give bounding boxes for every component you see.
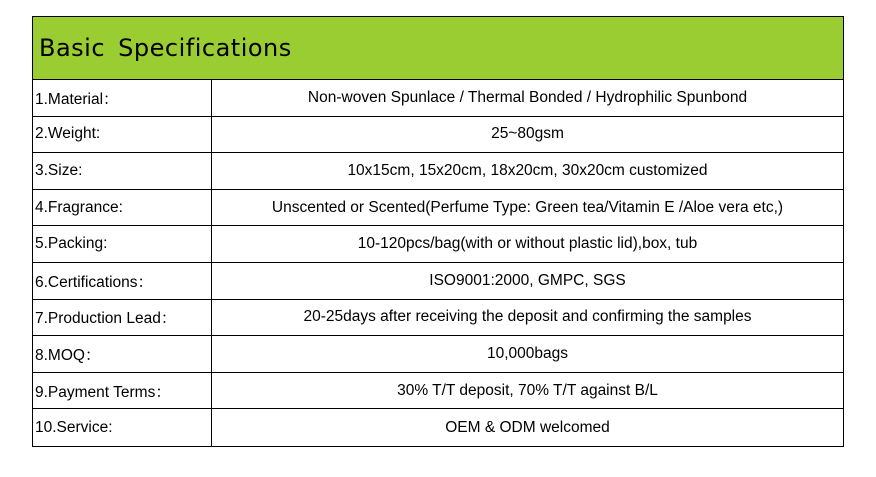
spec-row-size [33, 153, 843, 190]
spec-value: 10,000bags [486, 344, 569, 362]
spec-row-payment-terms [33, 373, 843, 410]
spec-header [33, 17, 843, 80]
spec-value: ISO9001:2000, GMPC, SGS [429, 271, 626, 289]
spec-row-moq [33, 336, 843, 373]
spec-value: 10-120pcs/bag(with or without plastic lid),box, tub [357, 235, 698, 253]
spec-row-certifications [33, 263, 843, 300]
spec-value: OEM & ODM welcomed [445, 418, 610, 436]
spec-label: 1.Material： [33, 80, 212, 116]
spec-label: 7.Production Lead： [33, 300, 212, 336]
spec-table [32, 16, 844, 447]
spec-row-production-lead [33, 300, 843, 337]
spec-label: 5.Packing: [33, 226, 212, 262]
spec-label: 4.Fragrance: [33, 190, 212, 226]
spec-row-fragrance [33, 190, 843, 227]
spec-title: Basic Specifications [39, 34, 292, 62]
spec-label: 9.Payment Terms： [33, 373, 212, 409]
spec-value: 10x15cm, 15x20cm, 18x20cm, 30x20cm customized [347, 161, 708, 179]
spec-row-weight [33, 117, 843, 154]
spec-value: 20-25days after receiving the deposit and confirming the samples [303, 308, 752, 326]
spec-value: 25~80gsm [491, 125, 564, 143]
spec-label: 2.Weight: [33, 117, 212, 153]
spec-label: 10.Service: [33, 409, 212, 446]
spec-value: 30% T/T deposit, 70% T/T against B/L [397, 381, 658, 399]
spec-value: Non-woven Spunlace / Thermal Bonded / Hydrophilic Spunbond [307, 88, 748, 106]
spec-value: Unscented or Scented(Perfume Type: Green tea/Vitamin E /Aloe vera etc,) [271, 198, 784, 216]
spec-label: 8.MOQ： [33, 336, 212, 372]
spec-row-material [33, 80, 843, 117]
spec-label: 6.Certifications： [33, 263, 212, 299]
spec-label: 3.Size: [33, 153, 212, 189]
spec-row-packing [33, 226, 843, 263]
spec-row-service [33, 409, 843, 446]
